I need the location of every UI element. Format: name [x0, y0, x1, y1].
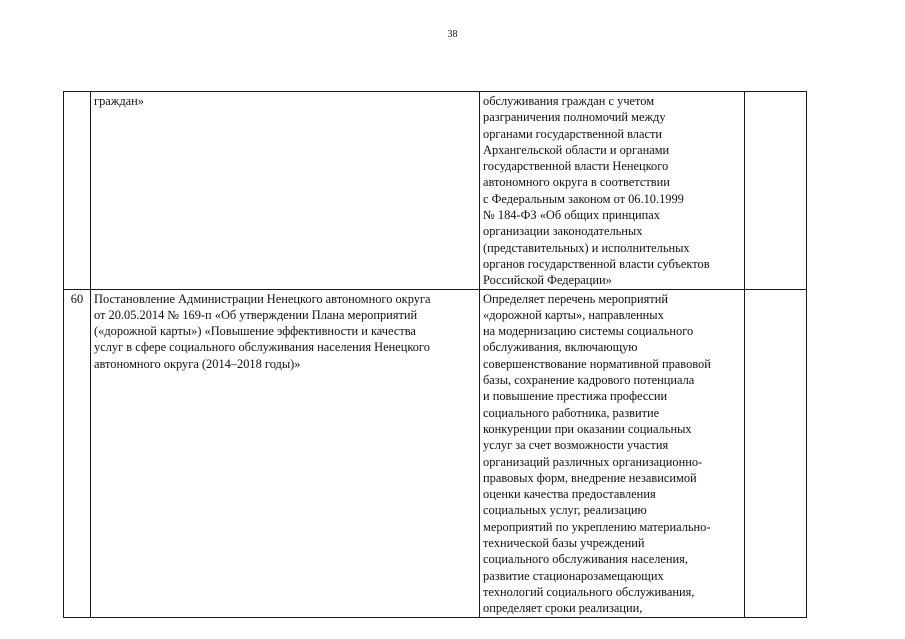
description-line: оценки качества предоставления — [483, 487, 656, 502]
document-name-cell — [91, 289, 480, 617]
description-line: «дорожной карты», направленных — [483, 307, 664, 322]
description-line: мероприятий по укреплению материально- — [483, 519, 711, 534]
description-line: социального обслуживания населения, — [483, 552, 688, 567]
description-line: Определяет перечень мероприятий — [483, 291, 668, 306]
document-name-line: услуг в сфере социального обслуживания населения Ненецкого — [94, 340, 430, 355]
description-line: организаций различных организационно- — [483, 454, 703, 469]
description-line: совершенствование нормативной правовой — [483, 356, 711, 371]
description-line: Архангельской области и органами — [483, 142, 670, 157]
extra-cell — [745, 92, 807, 290]
description-line: (представительных) и исполнительных — [483, 240, 690, 255]
description-line: развитие стационарозамещающих — [483, 568, 664, 583]
description-line: с Федеральным законом от 06.10.1999 — [483, 191, 684, 206]
description-line: автономного округа в соответствии — [483, 175, 670, 190]
row-number-cell — [64, 92, 91, 290]
description-line: № 184-ФЗ «Об общих принципах — [483, 208, 660, 223]
table-row — [64, 92, 807, 290]
document-table — [63, 91, 807, 618]
document-name-line: Постановление Администрации Ненецкого автономного округа — [94, 291, 431, 306]
description-line: социальных услуг, реализацию — [483, 503, 647, 518]
row-number-cell: 60 — [64, 289, 91, 617]
description-line: правовых форм, внедрение независимой — [483, 470, 697, 485]
description-line: Российской Федерации» — [483, 273, 612, 288]
document-name-line: («дорожной карты») «Повышение эффективности и качества — [94, 324, 416, 339]
description-line: и повышение престижа профессии — [483, 389, 668, 404]
table-body — [64, 92, 807, 618]
description-cell — [480, 92, 745, 290]
description-cell — [480, 289, 745, 617]
description-line: базы, сохранение кадрового потенциала — [483, 373, 695, 388]
description-line: обслуживания, включающую — [483, 340, 638, 355]
document-name-cell — [91, 92, 480, 290]
page-number: 38 — [447, 29, 458, 40]
description-line: разграничения полномочий между — [483, 110, 666, 125]
document-name-line: граждан» — [94, 94, 144, 108]
description-line: определяет сроки реализации, — [483, 601, 643, 616]
description-line: конкуренции при оказании социальных — [483, 421, 692, 436]
document-name-line: от 20.05.2014 № 169-п «Об утверждении Плана мероприятий — [94, 307, 418, 322]
description-line: организации законодательных — [483, 224, 643, 239]
description-line: органами государственной власти — [483, 126, 662, 141]
document-name-line: автономного округа (2014–2018 годы)» — [94, 356, 301, 371]
table-row — [64, 289, 807, 617]
description-line: услуг за счет возможности участия — [483, 438, 669, 453]
description-line: на модернизацию системы социального — [483, 324, 694, 339]
description-line: социального работника, развитие — [483, 405, 660, 420]
description-line: государственной власти Ненецкого — [483, 159, 669, 174]
extra-cell — [745, 289, 807, 617]
description-line: обслуживания граждан с учетом — [483, 94, 655, 108]
description-line: технической базы учреждений — [483, 536, 645, 551]
description-line: органов государственной власти субъектов — [483, 256, 710, 271]
description-line: технологий социального обслуживания, — [483, 584, 695, 599]
